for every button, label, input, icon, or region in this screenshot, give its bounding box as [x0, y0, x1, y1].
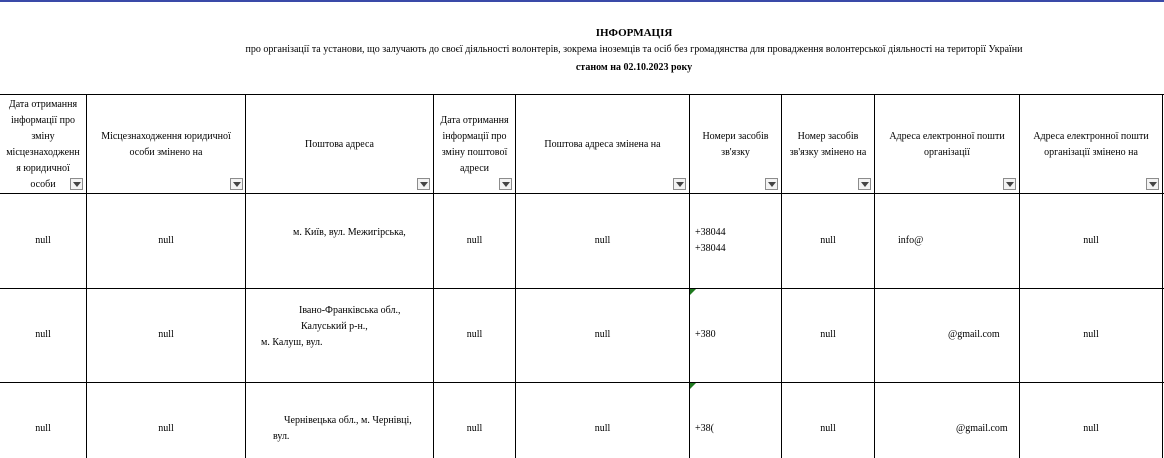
filter-dropdown-button[interactable] — [230, 178, 243, 190]
filter-dropdown-button[interactable] — [417, 178, 430, 190]
table-cell[interactable]: null — [35, 423, 51, 434]
table-cell[interactable]: null — [820, 329, 836, 340]
table-cell[interactable]: null — [35, 235, 51, 246]
table-cell[interactable]: null — [820, 423, 836, 434]
filter-dropdown-button[interactable] — [858, 178, 871, 190]
table-cell[interactable]: null — [594, 235, 611, 246]
table-cell[interactable]: null — [466, 235, 483, 246]
table-cell[interactable]: null — [1083, 423, 1099, 434]
table-cell-address[interactable]: Івано-Франківська обл., Калуський р-н., м. Калуш, вул. — [261, 305, 401, 348]
table-cell-email[interactable]: @gmail.com — [956, 423, 1008, 434]
comment-indicator — [690, 383, 696, 389]
filter-dropdown-button[interactable] — [1146, 178, 1159, 190]
table-cell-phones[interactable]: +38( — [695, 423, 714, 434]
column-header-email: Адреса електронної пошти організації — [889, 130, 1005, 158]
column-header-date-postal-change: Дата отримання інформації про зміну поштової адреси — [440, 114, 509, 174]
table-cell-address[interactable]: Чернівецька обл., м. Чернівці, вул. — [273, 415, 412, 442]
window-top-border — [0, 0, 1164, 2]
filter-dropdown-button[interactable] — [765, 178, 778, 190]
table-cell[interactable]: null — [594, 423, 611, 434]
filter-dropdown-button[interactable] — [673, 178, 686, 190]
filter-dropdown-button[interactable] — [70, 178, 83, 190]
table-cell-email[interactable]: info@ — [898, 235, 924, 246]
table-cell[interactable]: null — [158, 235, 174, 246]
column-header-postal-address: Поштова адреса — [305, 138, 374, 150]
table-cell[interactable]: null — [158, 329, 174, 340]
column-header-phones: Номери засобів зв'язку — [702, 130, 769, 158]
column-header-location-changed-to: Місцезнаходження юридичної особи змінено на — [101, 130, 231, 158]
table-cell[interactable]: null — [1083, 329, 1099, 340]
table-cell[interactable]: null — [820, 235, 836, 246]
table-cell[interactable]: null — [1083, 235, 1099, 246]
table-cell-address[interactable]: м. Київ, вул. Межигірська, — [293, 227, 406, 238]
table-cell[interactable]: null — [466, 423, 483, 434]
table-cell-email[interactable]: @gmail.com — [948, 329, 1000, 340]
table-cell[interactable]: null — [594, 329, 611, 340]
document-title: ІНФОРМАЦІЯ — [595, 27, 673, 39]
table-cell[interactable]: null — [35, 329, 51, 340]
table-cell-phones[interactable]: +380 — [695, 329, 716, 340]
document-date: станом на 02.10.2023 року — [575, 62, 693, 73]
table-cell[interactable]: null — [158, 423, 174, 434]
column-header-phones-changed-to: Номер засобів зв'язку змінено на — [789, 130, 867, 158]
column-header-postal-changed-to: Поштова адреса змінена на — [544, 138, 661, 150]
column-header-email-changed-to: Адреса електронної пошти організації змінено на — [1033, 130, 1149, 158]
filter-dropdown-button[interactable] — [499, 178, 512, 190]
table-cell-phones[interactable]: +38044 +38044 — [695, 227, 726, 254]
comment-indicator — [690, 289, 696, 295]
table-cell[interactable]: null — [466, 329, 483, 340]
column-header-date-location-change: Дата отримання інформації про зміну місцезнаходженн я юридичної особи — [6, 98, 80, 190]
document-subtitle: про організації та установи, що залучають до своєї діяльності волонтерів, зокрема іноземців та осіб без громадянства для провадження волонтерської діяльності на території України — [245, 44, 1023, 55]
filter-dropdown-button[interactable] — [1003, 178, 1016, 190]
